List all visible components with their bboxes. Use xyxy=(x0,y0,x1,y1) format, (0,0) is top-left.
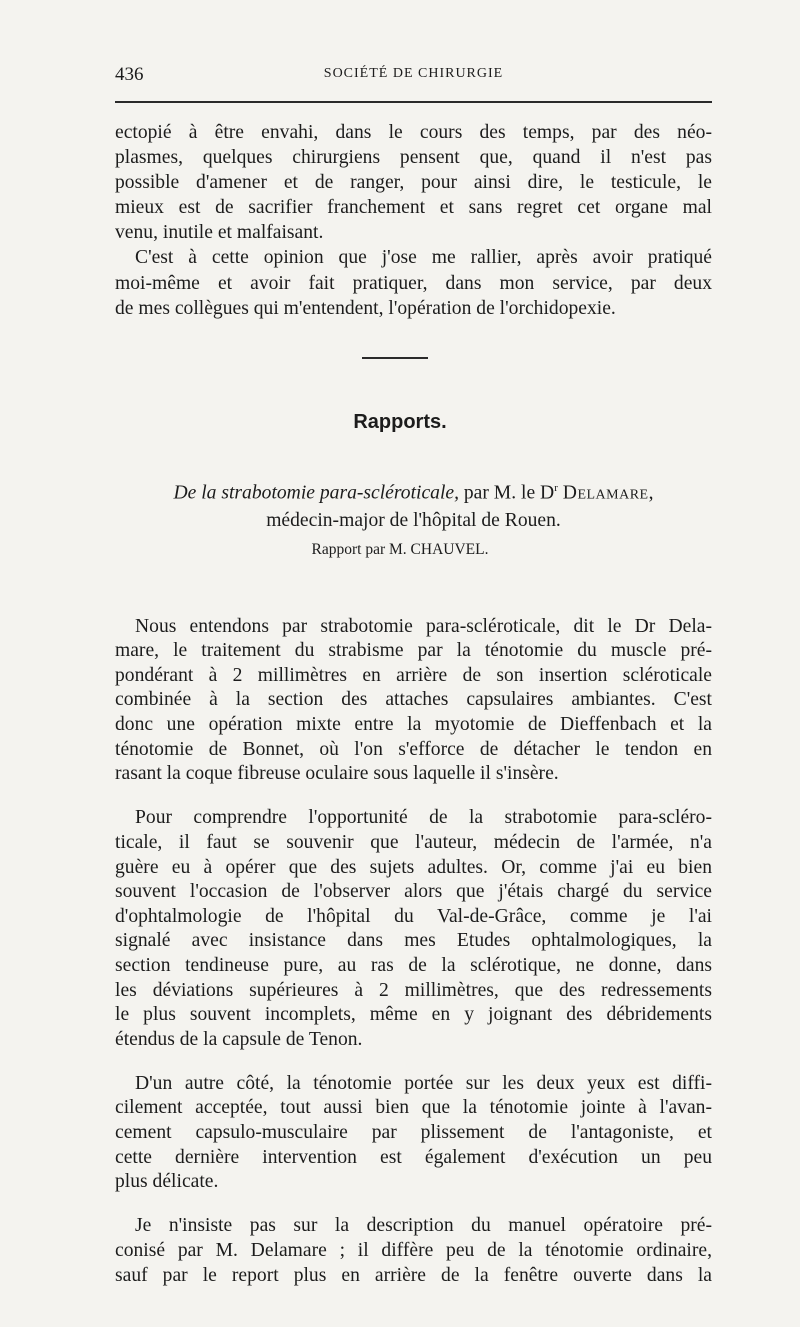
page-number: 436 xyxy=(115,64,144,85)
text-line: ténotomie de Bonnet, où l'on s'efforce de détacher le tendon en xyxy=(115,738,712,760)
text-line: donc une opération mixte entre la myotomie de Dieffenbach et la xyxy=(115,713,712,735)
report-paragraph-4 xyxy=(115,1214,712,1288)
intro-text xyxy=(115,120,712,321)
report-paragraph-2 xyxy=(115,806,712,1052)
text-line: cement capsulo-musculaire par plissement de l'antagoniste, et xyxy=(115,1122,712,1144)
report-paragraph-3 xyxy=(115,1072,712,1195)
article-title-line-2: médecin-major de l'hôpital de Rouen. xyxy=(266,509,561,531)
text-line: cilement acceptée, tout aussi bien que la ténotomie jointe à l'avan- xyxy=(115,1097,712,1119)
article-title-sup: r xyxy=(554,482,558,494)
text-line: venu, inutile et malfaisant. xyxy=(115,222,324,244)
text-line: possible d'amener et de ranger, pour ainsi dire, le testicule, le xyxy=(115,172,712,194)
text-line: sauf par le report plus en arrière de la fenêtre ouverte dans la xyxy=(115,1264,712,1286)
report-byline: Rapport par M. CHAUVEL. xyxy=(311,541,489,558)
intro-paragraph-1 xyxy=(115,120,712,245)
text-line: les déviations supérieures à 2 millimètres, que des redressements xyxy=(115,979,712,1001)
section-separator xyxy=(362,357,428,359)
text-line: cette dernière intervention est également d'exécution un peu xyxy=(115,1146,712,1168)
text-line: guère eu à opérer que des sujets adultes. Or, comme j'ai eu bien xyxy=(115,856,712,878)
report-text xyxy=(115,595,712,1308)
text-line: conisé par M. Delamare ; il diffère peu de la ténotomie ordinaire, xyxy=(115,1240,712,1262)
article-author: Delamare xyxy=(562,482,649,504)
text-line: moi-même et avoir fait pratiquer, dans mon service, par deux xyxy=(115,272,712,294)
text-line: Je n'insiste pas sur la description du manuel opératoire pré- xyxy=(135,1215,712,1237)
text-line: pondérant à 2 millimètres en arrière de son insertion scléroticale xyxy=(115,664,712,686)
intro-paragraph-2 xyxy=(115,245,712,320)
text-line: combinée à la section des attaches capsulaires ambiantes. C'est xyxy=(115,689,712,711)
report-paragraph-1 xyxy=(115,615,712,787)
text-line: mieux est de sacrifier franchement et sans regret cet organe mal xyxy=(115,197,712,219)
text-line: signalé avec insistance dans mes Etudes ophtalmologiques, la xyxy=(115,930,712,952)
text-line: ticale, il faut se souvenir que l'auteur, médecin de l'armée, n'a xyxy=(115,831,712,853)
text-line: section tendineuse pure, au ras de la sclérotique, ne donne, dans xyxy=(115,954,712,976)
text-line: souvent l'occasion de l'observer alors que j'étais chargé du service xyxy=(115,881,712,903)
text-line: Pour comprendre l'opportunité de la strabotomie para-scléro- xyxy=(135,807,712,829)
text-line: Nous entendons par strabotomie para-scléroticale, dit le Dr Dela- xyxy=(135,615,712,637)
text-line: plasmes, quelques chirurgiens pensent que, quand il n'est pas xyxy=(115,147,712,169)
article-title: De la strabotomie para-scléroticale, par M. le $D^r$ Delamare, médecin-major de l'hôpital de Rouen. xyxy=(115,475,712,534)
header-rule xyxy=(115,101,712,103)
text-line: rasant la coque fibreuse oculaire sous laquelle il s'insère. xyxy=(115,763,559,785)
text-line: étendus de la capsule de Tenon. xyxy=(115,1028,363,1050)
text-line: mare, le traitement du strabisme par la ténotomie du muscle pré- xyxy=(115,640,712,662)
article-title-italic: De la strabotomie para-scléroticale, xyxy=(173,482,459,504)
text-line: plus délicate. xyxy=(115,1171,219,1193)
text-line: de mes collègues qui m'entendent, l'opération de l'orchidopexie. xyxy=(115,297,616,319)
text-line: D'un autre côté, la ténotomie portée sur les deux yeux est diffi- xyxy=(135,1072,712,1094)
text-line: C'est à cette opinion que j'ose me rallier, après avoir pratiqué xyxy=(135,247,712,269)
text-line: d'ophtalmologie de l'hôpital du Val-de-Grâce, comme je l'ai xyxy=(115,905,712,927)
page-header xyxy=(115,64,712,94)
section-title: Rapports. xyxy=(353,411,447,433)
article-title-by: par M. le D xyxy=(458,482,555,504)
text-line: le plus souvent incomplets, même en y joignant des débridements xyxy=(115,1004,712,1026)
running-title: SOCIÉTÉ DE CHIRURGIE xyxy=(323,66,504,81)
text-line: ectopié à être envahi, dans le cours des temps, par des néo- xyxy=(115,122,712,143)
